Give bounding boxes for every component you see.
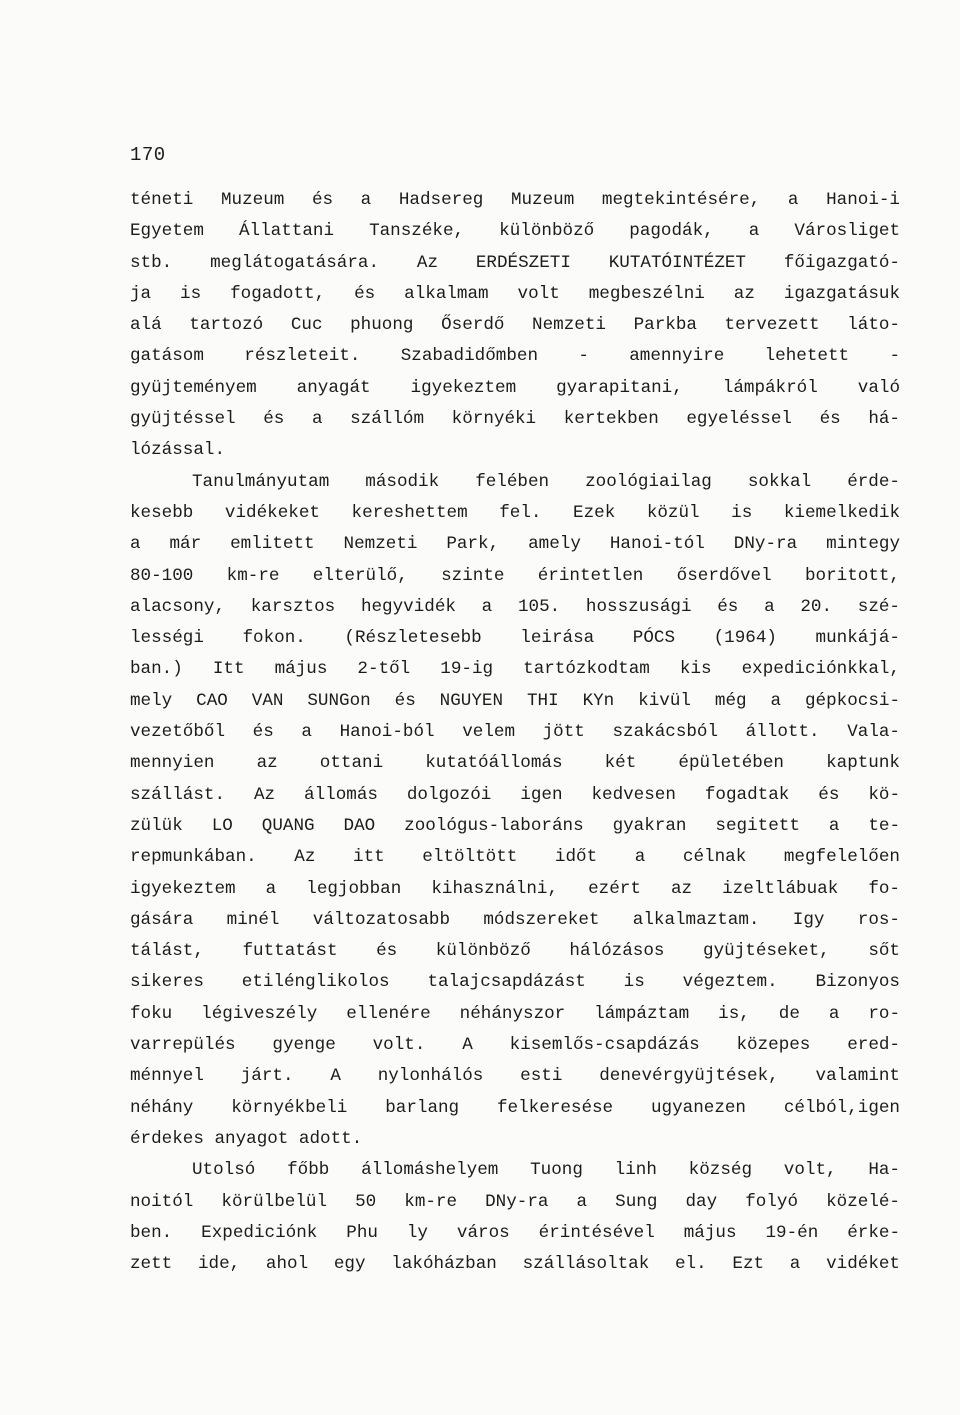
- text-line: lózással.: [130, 440, 226, 461]
- text-line: sikeres etilénglikolos talajcsapdázást is végeztem. Bizonyos: [130, 972, 900, 993]
- text-line: gyüjteményem anyagát igyekeztem gyarapitani, lámpákról való: [130, 377, 900, 398]
- text-line: zülük LO QUANG DAO zoológus-laboráns gyakran segitett a te-: [130, 815, 900, 836]
- text-line: Utolsó főbb állomáshelyem Tuong linh község volt, Ha-: [192, 1160, 900, 1181]
- text-line: téneti Muzeum és a Hadsereg Muzeum megtekintésére, a Hanoi-i: [130, 190, 900, 210]
- text-line: repmunkában. Az itt eltöltött időt a célnak megfelelően: [130, 847, 900, 868]
- text-line: Egyetem Állattani Tanszéke, különböző pagodák, a Városliget: [130, 221, 900, 242]
- text-line: gyüjtéssel és a szállóm környéki kertekben egyeléssel és há-: [130, 409, 900, 430]
- text-line: a már emlitett Nemzeti Park, amely Hanoi-tól DNy-ra mintegy: [130, 534, 900, 555]
- text-line: kesebb vidékeket kereshettem fel. Ezek közül is kiemelkedik: [130, 502, 900, 523]
- text-line: igyekeztem a legjobban kihasználni, ezért az izeltlábuak fo-: [130, 878, 900, 899]
- text-line: 80-100 km-re elterülő, szinte érintetlen őserdővel boritott,: [130, 565, 900, 586]
- text-line: gatásom részleteit. Szabadidőmben - amennyire lehetett -: [130, 346, 900, 367]
- text-line: foku légiveszély ellenére néhányszor lámpáztam is, de a ro-: [130, 1003, 900, 1024]
- text-line: alá tartozó Cuc phuong Őserdő Nemzeti Parkba tervezett láto-: [130, 315, 900, 336]
- text-line: ban.) Itt május 2-től 19-ig tartózkodtam kis expediciónkkal,: [130, 659, 900, 680]
- text-line: varrepülés gyenge volt. A kisemlős-csapdázás közepes ered-: [130, 1035, 900, 1056]
- text-line: gására minél változatosabb módszereket alkalmaztam. Igy ros-: [130, 909, 900, 930]
- text-line: ménnyel járt. A nylonhálós esti denevérgyüjtések, valamint: [130, 1066, 900, 1087]
- page-number: 170: [130, 144, 166, 166]
- text-line: Tanulmányutam második felében zoológiailag sokkal érde-: [192, 471, 900, 492]
- text-line: mely CAO VAN SUNGon és NGUYEN THI KYn kivül még a gépkocsi-: [130, 690, 900, 711]
- text-line: tálást, futtatást és különböző hálózásos gyüjtéseket, sőt: [130, 941, 900, 962]
- body-text: [130, 185, 900, 1280]
- text-line: alacsony, karsztos hegyvidék a 105. hosszusági és a 20. szé-: [130, 596, 900, 617]
- text-line: noitól körülbelül 50 km-re DNy-ra a Sung day folyó közelé-: [130, 1191, 900, 1212]
- text-line: stb. meglátogatására. Az ERDÉSZETI KUTATÓINTÉZET főigazgató-: [130, 252, 900, 273]
- text-line: érdekes anyagot adott.: [130, 1128, 363, 1149]
- text-line: szállást. Az állomás dolgozói igen kedvesen fogadtak és kö-: [130, 784, 900, 805]
- text-line: ben. Expediciónk Phu ly város érintésével május 19-én érke-: [130, 1222, 900, 1243]
- text-line: ja is fogadott, és alkalmam volt megbeszélni az igazgatásuk: [130, 283, 900, 304]
- text-line: néhány környékbeli barlang felkeresése ugyanezen célból,igen: [130, 1097, 900, 1118]
- text-line: vezetőből és a Hanoi-ból velem jött szakácsból állott. Vala-: [130, 722, 900, 743]
- text-line: zett ide, ahol egy lakóházban szállásoltak el. Ezt a vidéket: [130, 1254, 900, 1275]
- text-line: mennyien az ottani kutatóállomás két épületében kaptunk: [130, 753, 900, 774]
- text-line: lességi fokon. (Részletesebb leirása PÓCS (1964) munkájá-: [130, 628, 900, 649]
